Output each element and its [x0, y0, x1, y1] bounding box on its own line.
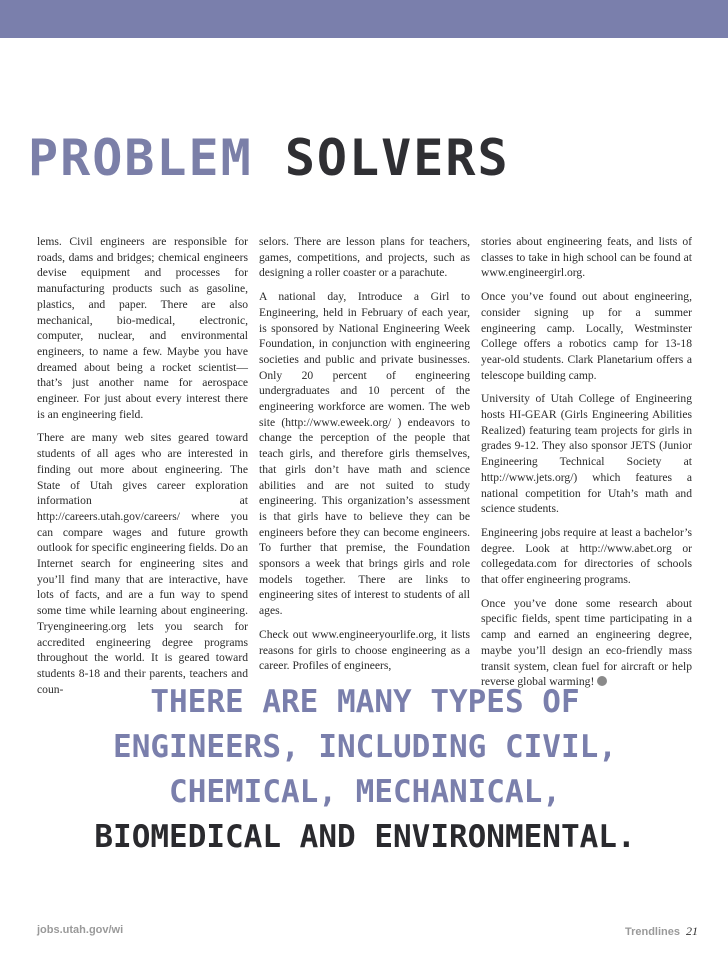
- paragraph-final: [481, 596, 692, 690]
- pull-quote-line: CHEMICAL, MECHANICAL,: [169, 774, 561, 810]
- article-column-3: [481, 234, 692, 698]
- paragraph-text: Once you’ve done some research about specific fields, spent time participating in a camp and earned an engineering degree, maybe you’ll design an eco-friendly mass transit system, clean fuel for aircraft or help reverse global warming!: [481, 596, 692, 689]
- article-body: [37, 234, 701, 696]
- pull-quote-line: BIOMEDICAL AND ENVIRONMENTAL.: [94, 819, 636, 855]
- paragraph: selors. There are lesson plans for teachers, games, competitions, and projects, such as designing a roller coaster or a parachute.: [259, 235, 470, 280]
- paragraph: There are many web sites geared toward students of all ages who are interested in finding out more about engineering. The State of Utah gives career exploration information at http://careers.utah.gov/careers/ where you can compare wages and future growth outlook for specific engineering fields. Do an Internet search for engineering sites and you’ll find many that are interactive, have lots of facts, and are a fun way to spend some time while learning about engineering. Tryengineering.org lets you search for accredited engineering degree programs throughout the world. It is geared toward students 8-18 and their parents, teachers and coun-: [37, 431, 248, 696]
- header-color-band: [0, 0, 728, 38]
- title-word-problem: PROBLEM: [28, 129, 253, 187]
- pull-quote: [40, 680, 690, 860]
- pull-quote-line: THERE ARE MANY TYPES OF: [150, 684, 580, 720]
- page-number: 21: [686, 924, 698, 938]
- paragraph: lems. Civil engineers are responsible for roads, dams and bridges; chemical engineers devise equipment and processes for manufacturing products such as gasoline, plastics, and paper. There are also mechanical, bio-medical, electronic, computer, nuclear, and environmental engineers, to name a few. Maybe you have dreamed about being a rocket scientist—that’s just another name for aerospace engineer. For just about every interest there is an engineering field.: [37, 235, 248, 421]
- pull-quote-line: ENGINEERS, INCLUDING CIVIL,: [113, 729, 617, 765]
- footer-website: jobs.utah.gov/wi: [37, 924, 124, 936]
- paragraph: stories about engineering feats, and lists of classes to take in high school can be found at www.engineergirl.org.: [481, 235, 692, 280]
- article-column-1: [37, 234, 248, 705]
- page-title: [28, 128, 708, 188]
- paragraph: Check out www.engineeryourlife.org, it lists reasons for girls to choose engineering as a career. Profiles of engineers,: [259, 627, 470, 673]
- title-word-solvers: SOLVERS: [284, 129, 510, 187]
- article-column-2: [259, 234, 470, 682]
- footer-publication: [625, 924, 698, 939]
- publication-name: Trendlines: [624, 926, 680, 938]
- paragraph: Once you’ve found out about engineering, consider signing up for a summer engineering camp. Locally, Westminster College offers a robotics camp for 13-18 year-old students. Clark Planetarium offers a telescope building camp.: [481, 290, 692, 382]
- paragraph: Engineering jobs require at least a bachelor’s degree. Look at http://www.abet.org or collegedata.com for directories of schools that offer engineering programs.: [481, 525, 692, 587]
- paragraph: A national day, Introduce a Girl to Engineering, held in February of each year, is sponsored by National Engineering Week Foundation, in conjunction with engineering societies and public and private businesses. Only 20 percent of engineering undergraduates and 10 percent of the engineering workforce are women. The web site (http://www.eweek.org/ ) endeavors to change the perception of the people that teach girls, and therefore girls themselves, that girls don’t have math and science abilities and are not suited to study engineering. This organization’s assessment is that girls have to believe they can be engineers before they can become engineers. To further that premise, the Foundation sponsors a week that brings girls and role models together. There are links to engineering sites of interest to students of all ages.: [259, 290, 470, 618]
- paragraph: University of Utah College of Engineering hosts HI-GEAR (Girls Engineering Abilities Realized) featuring team projects for girls in grades 9-12. They also sponsor JETS (Junior Engineering Technical Society at http://www.jets.org/) which features a national competition for Utah’s math and science students.: [481, 392, 692, 516]
